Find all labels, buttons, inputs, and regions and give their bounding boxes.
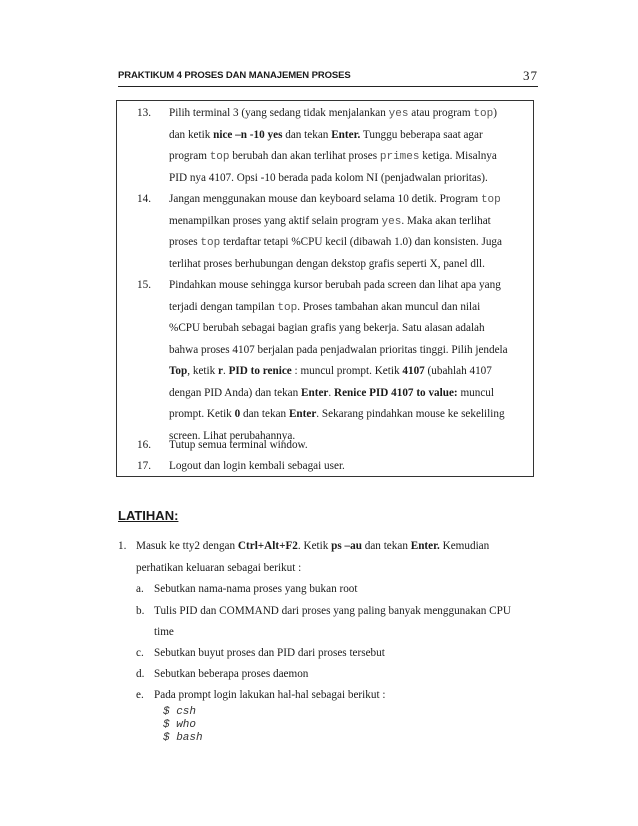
command-line: $ bash [163, 732, 203, 744]
subitem-text: Sebutkan beberapa proses daemon [154, 668, 309, 680]
step-line: dan ketik nice –n -10 yes dan tekan Enter. Tunggu beberapa saat agar [169, 128, 483, 141]
subitem-text: Sebutkan buyut proses dan PID dari proses tersebut [154, 647, 385, 659]
step-number: 17. [137, 460, 151, 472]
step-line: Pilih terminal 3 (yang sedang tidak menjalankan yes atau program top) [169, 107, 497, 120]
subitem-label: c. [136, 647, 144, 659]
step-line: bahwa proses 4107 berjalan pada penjadwalan prioritas tinggi. Pilih jendela [169, 343, 508, 356]
subitem-label: e. [136, 689, 144, 701]
section-heading-latihan: LATIHAN: [118, 508, 179, 523]
step-line: Top, ketik r. PID to renice : muncul prompt. Ketik 4107 (ubahlah 4107 [169, 365, 492, 377]
command-line: $ csh [163, 706, 197, 718]
subitem-text-continued: time [154, 626, 174, 638]
step-line: proses top terdaftar tetapi %CPU kecil (dibawah 1.0) dan konsisten. Juga [169, 236, 502, 249]
step-line: program top berubah dan akan terlihat proses primes ketiga. Misalnya [169, 150, 497, 163]
step-line: prompt. Ketik 0 dan tekan Enter. Sekarang pindahkan mouse ke sekeliling [169, 408, 505, 420]
step-line: dengan PID Anda) dan tekan Enter. Renice PID 4107 to value: muncul [169, 386, 495, 399]
page-header [118, 70, 538, 87]
step-number: 13. [137, 107, 151, 119]
subitem-label: a. [136, 583, 144, 595]
command-line: $ who [163, 719, 197, 731]
step-number: 16. [137, 439, 151, 451]
exercise-line: perhatikan keluaran sebagai berikut : [136, 562, 302, 574]
page-number: 37 [523, 68, 538, 83]
subitem-text: Pada prompt login lakukan hal-hal sebagai berikut : [154, 689, 386, 701]
steps-box [116, 100, 534, 477]
step-line: Logout dan login kembali sebagai user. [169, 460, 345, 472]
step-line: Jangan menggunakan mouse dan keyboard selama 10 detik. Program top [169, 193, 501, 206]
step-number: 15. [137, 279, 151, 291]
step-line: PID nya 4107. Opsi -10 berada pada kolom NI (penjadwalan prioritas). [169, 171, 488, 184]
step-line: menampilkan proses yang aktif selain program yes. Maka akan terlihat [169, 214, 491, 228]
exercise-line: Masuk ke tty2 dengan Ctrl+Alt+F2. Ketik ps –au dan tekan Enter. Kemudian [136, 540, 490, 552]
step-line: %CPU berubah sebagai bagian grafis yang bekerja. Satu alasan adalah [169, 322, 485, 334]
subitem-text: Tulis PID dan COMMAND dari proses yang paling banyak menggunakan CPU [154, 605, 511, 617]
chapter-title: PRAKTIKUM 4 PROSES DAN MANAJEMEN PROSES [118, 70, 351, 81]
step-number: 14. [137, 193, 151, 205]
subitem-label: b. [136, 605, 145, 617]
subitem-text: Sebutkan nama-nama proses yang bukan root [154, 583, 358, 595]
step-line: terlihat proses berhubungan dengan dekstop grafis seperti X, panel dll. [169, 257, 485, 270]
step-line: Tutup semua terminal window. [169, 439, 308, 451]
step-line: screen. Lihat perubahannya. [169, 429, 296, 442]
subitem-label: d. [136, 668, 145, 680]
step-line: Pindahkan mouse sehingga kursor berubah pada screen dan lihat apa yang [169, 279, 501, 291]
step-line: terjadi dengan tampilan top. Proses tambahan akan muncul dan nilai [169, 300, 481, 314]
exercise-number: 1. [118, 540, 127, 552]
